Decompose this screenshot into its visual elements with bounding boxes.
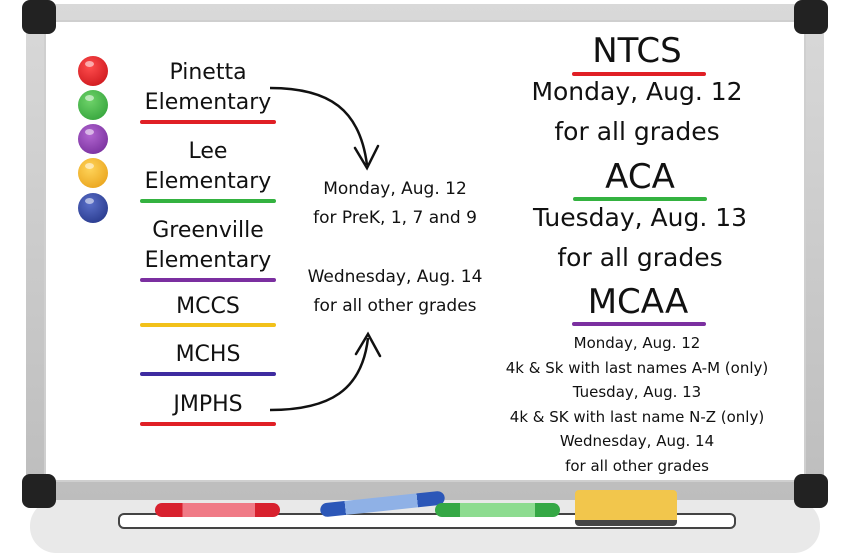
school-name-line: Elementary	[144, 248, 272, 273]
mcaa-line: 4k & SK with last name N-Z (only)	[509, 407, 765, 426]
mcaa-details	[506, 331, 768, 478]
middle-line: Wednesday, Aug. 14	[307, 267, 483, 287]
mcaa-line: Monday, Aug. 12	[573, 334, 701, 352]
aca-heading: ACA	[605, 157, 675, 197]
ntcs-details	[531, 72, 742, 152]
aca-line: Tuesday, Aug. 13	[532, 203, 748, 232]
mcaa-line: for all other grades	[565, 456, 709, 475]
middle-line: for PreK, 1, 7 and 9	[313, 208, 477, 228]
school-name-line: JMPHS	[173, 392, 243, 417]
mcaa-heading: MCAA	[587, 282, 689, 322]
eraser-sponge-icon[interactable]	[575, 490, 677, 526]
school-name-line: Greenville	[152, 218, 264, 243]
school-name-line: Lee	[188, 139, 228, 164]
purple-underline	[572, 322, 706, 326]
aca-line: for all grades	[557, 243, 723, 272]
school-name-line: MCCS	[176, 294, 240, 319]
ntcs-line: Monday, Aug. 12	[531, 77, 743, 106]
school-name-line: Elementary	[144, 169, 272, 194]
mcaa-line: Tuesday, Aug. 13	[572, 383, 702, 401]
red-marker-icon[interactable]	[155, 503, 280, 517]
green-marker-icon[interactable]	[435, 503, 560, 517]
middle-first-group	[313, 175, 477, 233]
school-name-line: Pinetta	[169, 60, 247, 85]
mcaa-line: Wednesday, Aug. 14	[559, 432, 715, 450]
middle-line: for all other grades	[313, 296, 477, 316]
school-name-line: MCHS	[175, 342, 241, 367]
ntcs-line: for all grades	[554, 117, 720, 146]
middle-second-group	[308, 263, 483, 321]
middle-line: Monday, Aug. 12	[323, 179, 467, 199]
school-name-line: Elementary	[144, 90, 272, 115]
ntcs-heading: NTCS	[592, 31, 682, 71]
curved-arrow-up-icon	[270, 338, 368, 410]
curved-arrow-down-icon	[270, 88, 367, 165]
aca-details	[533, 198, 747, 278]
mcaa-line: 4k & Sk with last names A-M (only)	[505, 358, 769, 377]
